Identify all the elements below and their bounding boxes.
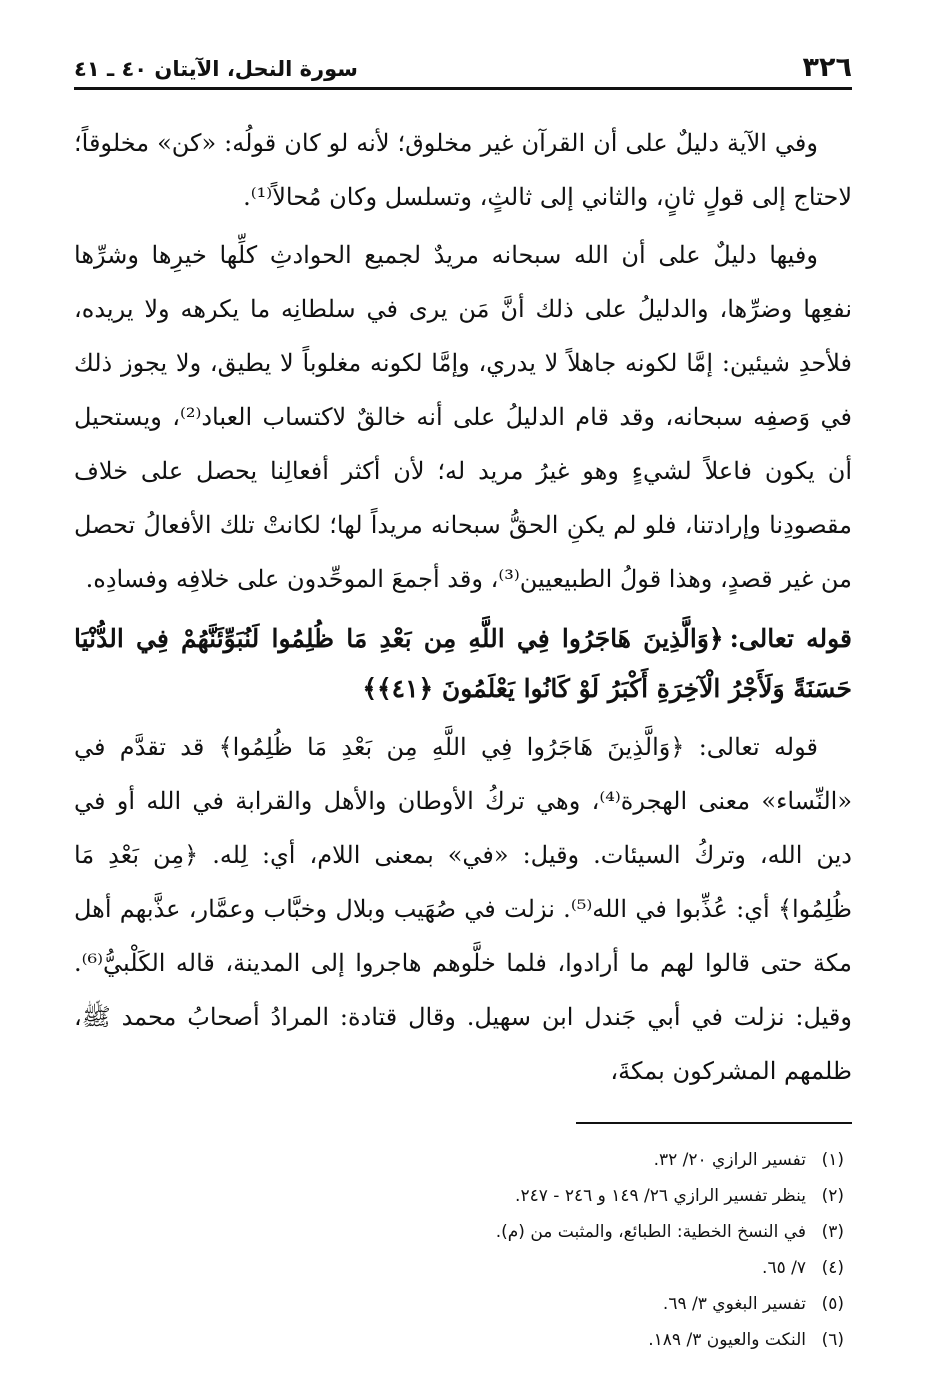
footnote [74, 1142, 844, 1178]
footnote-text: تفسير الرازي ٢٠/ ٣٢. [653, 1150, 806, 1170]
quranic-verse [74, 614, 852, 714]
paragraph: وفي الآية دليلٌ على أن القرآن غير مخلوق؛ لأنه لو كان قولُه: «كن» مخلوقاً؛ لاحتاج إلى قولٍ ثانٍ، والثاني إلى ثالثٍ، وتسلسل وكان مُحالاً⁽¹⁾. [74, 129, 852, 211]
footnote-text: في النسخ الخطية: الطبائع، والمثبت من (م). [495, 1222, 806, 1242]
page-header [74, 44, 852, 90]
footnotes [74, 1142, 852, 1358]
footnote-number: (٢) [821, 1186, 844, 1206]
footnote [74, 1286, 844, 1322]
page-number: ٣٢٦ [802, 52, 852, 83]
main-text [74, 116, 852, 1098]
footnote-number: (١) [821, 1150, 844, 1170]
running-title: سورة النحل، الآيتان ٤٠ ـ ٤١ [74, 57, 358, 81]
verse-lead: قوله تعالى: [729, 624, 852, 653]
footnote-number: (٦) [821, 1330, 844, 1350]
footnote [74, 1250, 844, 1286]
footnote [74, 1214, 844, 1250]
footnote-number: (٤) [821, 1258, 844, 1278]
footnote-number: (٣) [821, 1222, 844, 1242]
footnote-text: النكت والعيون ٣/ ١٨٩. [648, 1330, 806, 1350]
commentary-paragraph: قوله تعالى: ﴿وَالَّذِينَ هَاجَرُوا فِي اللَّهِ مِن بَعْدِ مَا ظُلِمُوا﴾ قد تقدَّم في «النِّساء» معنى الهجرة⁽⁴⁾، وهي تركُ الأوطان والأهل والقرابة في الله أو في دين الله، وتركُ السيئات. وقيل: «في» بمعنى اللام، أي: لِله. ﴿مِن بَعْدِ مَا ظُلِمُوا﴾ أي: عُذِّبوا في الله⁽⁵⁾. نزلت في صُهَيب وبلال وخبَّاب وعمَّار، عذَّبهم أهل مكة حتى قالوا لهم ما أرادوا، فلما خلَّوهم هاجروا إلى المدينة، قاله الكَلْبيُّ⁽⁶⁾. وقيل: نزلت في أبي جَندل ابن سهيل. وقال قتادة: المرادُ أصحابُ محمد ﷺ، ظلمهم المشركون بمكةَ، [74, 733, 853, 1085]
page [74, 44, 852, 1358]
footnote-divider [576, 1122, 852, 1124]
paragraph: وفيها دليلٌ على أن الله سبحانه مريدٌ لجميع الحوادثِ كلِّها خيرِها وشرِّها نفعِها وضرِّها، والدليلُ على ذلك أنَّ مَن يرى في سلطانِه ما يكرهه ولا يريده، فلأحدِ شيئين: إمَّا لكونه جاهلاً لا يدري، وإمَّا لكونه مغلوباً لا يطيق، ولا يجوز ذلك في وَصفِه سبحانه، وقد قام الدليلُ على أنه خالقٌ لاكتساب العباد⁽²⁾، ويستحيل أن يكون فاعلاً لشيءٍ وهو غيرُ مريد له؛ لأن أكثر أفعالِنا يحصل على خلاف مقصودِنا وإرادتنا، فلو لم يكنِ الحقُّ سبحانه مريداً لها؛ لكانتْ تلك الأفعالُ تحصل من غير قصدٍ، وهذا قولُ الطبيعيين⁽³⁾، وقد أجمعَ الموحِّدون على خلافِه وفسادِه. [74, 241, 852, 593]
verse-text: ﴿وَالَّذِينَ هَاجَرُوا فِي اللَّهِ مِن بَعْدِ مَا ظُلِمُوا لَنُبَوِّئَنَّهُمْ فِي الدُّنْيَا حَسَنَةً وَلَأَجْرُ الْآخِرَةِ أَكْبَرُ لَوْ كَانُوا يَعْلَمُونَ ﴿٤١﴾﴾ [74, 624, 852, 703]
footnote-text: ٧/ ٦٥. [762, 1258, 806, 1278]
footnote-text: تفسير البغوي ٣/ ٦٩. [662, 1294, 806, 1314]
footnote [74, 1322, 844, 1358]
footnote-text: ينظر تفسير الرازي ٢٦/ ١٤٩ و ٢٤٦ - ٢٤٧. [515, 1186, 806, 1206]
footnote [74, 1178, 844, 1214]
footnote-number: (٥) [821, 1294, 844, 1314]
